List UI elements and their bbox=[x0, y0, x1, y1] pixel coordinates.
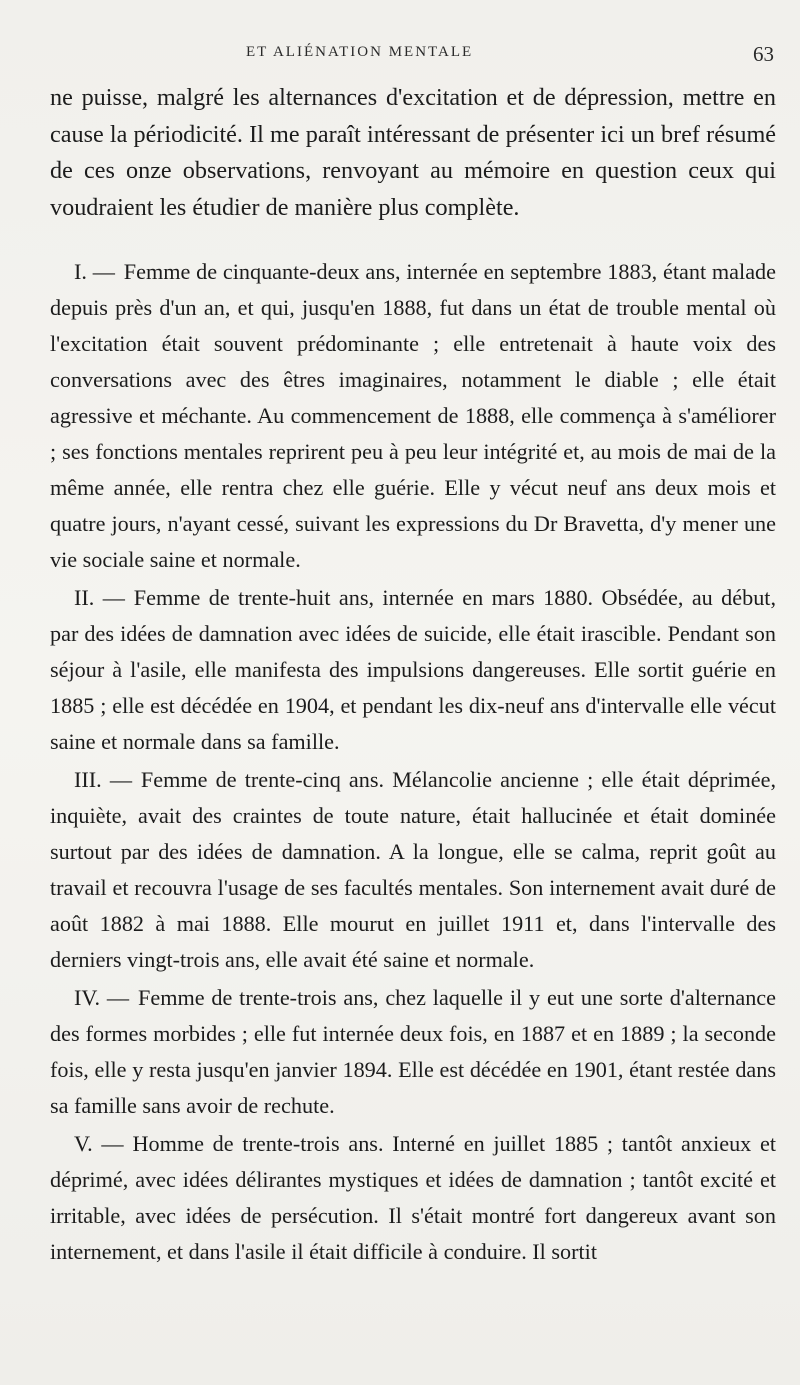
observation-4 bbox=[50, 980, 776, 1124]
observation-text: Homme de trente-trois ans. Interné en juillet 1885 ; tantôt anxieux et déprimé, avec idées délirantes mystiques et idées de damnation ; tantôt excité et irritable, avec idées de persécution. Il s'était montré fort dangereux avant son internement, et dans l'asile il était difficile à conduire. Il sortit bbox=[50, 1131, 776, 1265]
observation-numeral: III. — bbox=[74, 767, 133, 793]
observation-numeral: I. — bbox=[74, 259, 115, 285]
intro-paragraph: ne puisse, malgré les alternances d'excitation et de dépression, mettre en cause la périodicité. Il me paraît intéressant de présenter ici un bref résumé de ces onze observations, renvoyant au mémoire en question ceux qui voudraient les étudier de manière plus complète. bbox=[50, 84, 776, 221]
observation-text: Femme de trente-trois ans, chez laquelle il y eut une sorte d'alternance des formes morbides ; elle fut internée deux fois, en 1887 et en 1889 ; la seconde fois, elle y resta jusqu'en janvier 1894. Elle est décédée en 1901, étant restée dans sa famille sans avoir de rechute. bbox=[50, 985, 776, 1119]
observation-5 bbox=[50, 1126, 776, 1270]
running-head: ET ALIÉNATION MENTALE bbox=[246, 44, 474, 60]
observation-2 bbox=[50, 580, 776, 760]
observation-text: Femme de trente-cinq ans. Mélancolie ancienne ; elle était déprimée, inquiète, avait des craintes de toute nature, était hallucinée et était dominée surtout par des idées de damnation. A la longue, elle se calma, reprit goût au travail et recouvra l'usage de ses facultés mentales. Son internement avait duré de août 1882 à mai 1888. Elle mourut en juillet 1911 et, dans l'intervalle des derniers vingt-trois ans, elle avait été saine et normale. bbox=[50, 767, 776, 973]
observation-text: Femme de cinquante-deux ans, internée en septembre 1883, étant malade depuis près d'un an, et qui, jusqu'en 1888, fut dans un état de trouble mental où l'excitation était souvent prédominante ; elle entretenait à haute voix des conversations avec des êtres imaginaires, notamment le diable ; elle était agressive et méchante. Au commencement de 1888, elle commença à s'améliorer ; ses fonctions mentales reprirent peu à peu leur intégrité et, au mois de mai de la même année, elle rentra chez elle guérie. Elle y vécut neuf ans deux mois et quatre jours, n'ayant cessé, suivant les expressions du Dr Bravetta, d'y mener une vie sociale saine et normale. bbox=[50, 259, 776, 573]
observation-numeral: IV. — bbox=[74, 985, 130, 1011]
observation-3 bbox=[50, 762, 776, 978]
observation-1 bbox=[50, 254, 776, 578]
page-header bbox=[0, 44, 800, 74]
body-text bbox=[50, 80, 776, 1270]
observation-text: Femme de trente-huit ans, internée en mars 1880. Obsédée, au début, par des idées de damnation avec idées de suicide, elle était irascible. Pendant son séjour à l'asile, elle manifesta des impulsions dangereuses. Elle sortit guérie en 1885 ; elle est décédée en 1904, et pendant les dix-neuf ans d'intervalle elle vécut saine et normale dans sa famille. bbox=[50, 585, 777, 755]
observation-numeral: V. — bbox=[74, 1131, 124, 1157]
page-number: 63 bbox=[753, 42, 774, 66]
observation-numeral: II. — bbox=[74, 585, 125, 611]
